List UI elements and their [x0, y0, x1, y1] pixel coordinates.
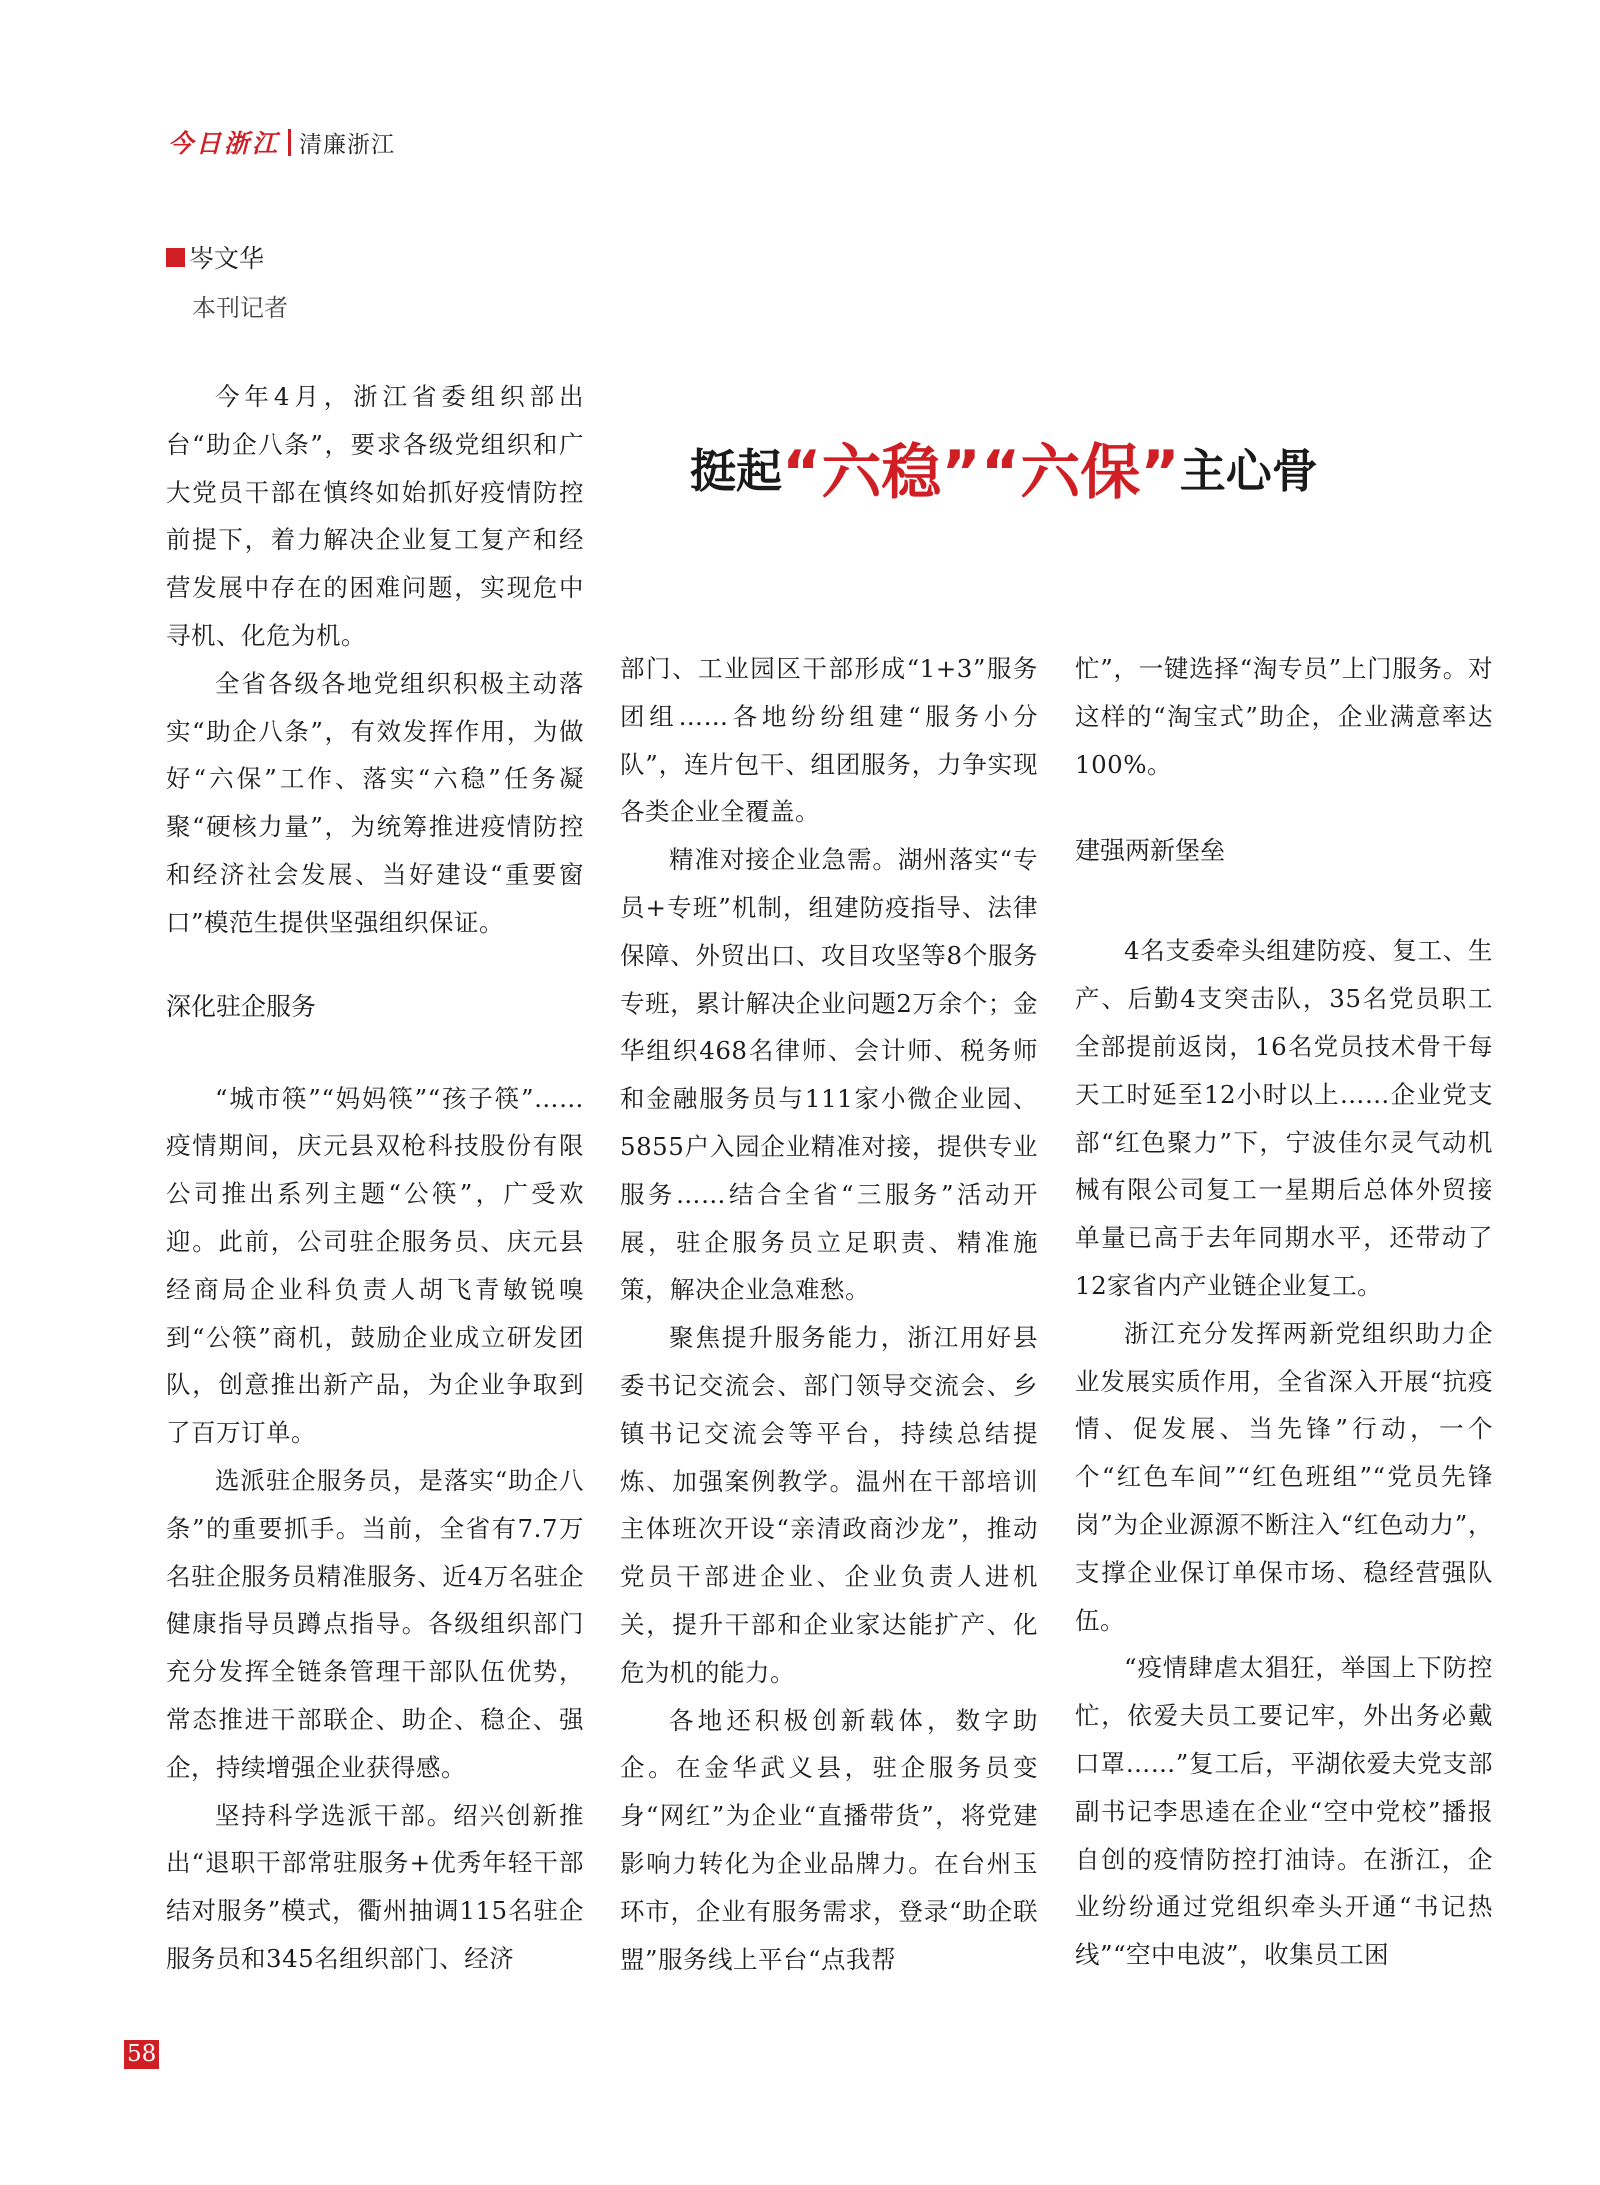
section-heading: 建强两新堡垒 — [1075, 836, 1226, 866]
paragraph: 精准对接企业急需。湖州落实“专员+专班”机制，组建防疫指导、法律保障、外贸出口、攻目攻坚等8个服务专班，累计解决企业问题2万余个；金华组织468名律师、会计师、税务师和金融服务员与111家小微企业园、5855户入园企业精准对接，提供专业服务……结合全省“三服务”活动开展，驻企服务员立足职责、精准施策，解决企业急难愁。 — [620, 845, 1038, 1305]
paragraph: 坚持科学选派干部。绍兴创新推出“退职干部常驻服务+优秀年轻干部结对服务”模式，衢州抽调115名驻企服务员和345名组织部门、经济 — [166, 1800, 584, 1973]
masthead-divider — [288, 129, 291, 156]
paragraph: 今年4月，浙江省委组织部出台“助企八条”，要求各级党组织和广大党员干部在慎终如始抓好疫情防控前提下，着力解决企业复工复产和经营发展中存在的困难问题，实现危中寻机、化危为机。 — [166, 382, 584, 650]
paragraph: 全省各级各地党组织积极主动落实“助企八条”，有效发挥作用，为做好“六保”工作、落实“六稳”任务凝聚“硬核力量”，为统筹推进疫情防控和经济社会发展、当好建设“重要窗口”模范生提供坚强组织保证。 — [166, 668, 584, 937]
section-heading: 深化驻企服务 — [166, 991, 317, 1021]
masthead — [168, 122, 395, 162]
paragraph-continued: 忙”，一键选择“淘专员”上门服务。对这样的“淘宝式”助企，企业满意率达100%。 — [1075, 654, 1493, 779]
paragraph: 聚焦提升服务能力，浙江用好县委书记交流会、部门领导交流会、乡镇书记交流会等平台，持续总结提炼、加强案例教学。温州在干部培训主体班次开设“亲清政商沙龙”，推动党员干部进企业、企业负责人进机关，提升干部和企业家达能扩产、化危为机的能力。 — [620, 1323, 1038, 1687]
paragraph: “城市筷”“妈妈筷”“孩子筷”……疫情期间，庆元县双枪科技股份有限公司推出系列主题“公筷”，广受欢迎。此前，公司驻企服务员、庆元县经商局企业科负责人胡飞青敏锐嗅到“公筷”商机，鼓励企业成立研发团队，创意推出新产品，为企业争取到了百万订单。 — [166, 1083, 584, 1448]
brand-logo: 今日浙江 — [168, 129, 281, 158]
article-column-1 — [166, 373, 584, 1983]
column-name: 清廉浙江 — [299, 131, 396, 158]
paragraph: 各地还积极创新载体，数字助企。在金华武义县，驻企服务员变身“网红”为企业“直播带货”，将党建影响力转化为企业品牌力。在台州玉环市，企业有服务需求，登录“助企联盟”服务线上平台“点我帮 — [620, 1705, 1038, 1974]
byline — [166, 239, 288, 323]
paragraph: 选派驻企服务员，是落实“助企八条”的重要抓手。当前，全省有7.7万名驻企服务员精准服务、近4万名驻企健康指导员蹲点指导。各级组织部门充分发挥全链条管理干部队伍优势，常态推进干部联企、助企、稳企、强企，持续增强企业获得感。 — [166, 1465, 584, 1782]
author-name: 岑文华 — [189, 244, 265, 273]
paragraph-continued: 部门、工业园区干部形成“1+3”服务团组……各地纷纷组建“服务小分队”，连片包干、组团服务，力争实现各类企业全覆盖。 — [620, 654, 1038, 827]
title-part-2: “六稳” — [782, 438, 981, 508]
title-part-1: 挺起 — [690, 444, 782, 498]
title-part-3: “六保” — [980, 438, 1180, 508]
article-title — [690, 425, 1440, 511]
title-part-4: 主心骨 — [1179, 444, 1318, 498]
paragraph: 浙江充分发挥两新党组织助力企业发展实质作用，全省深入开展“抗疫情、促发展、当先锋”行动，一个个“红色车间”“红色班组”“党员先锋岗”为企业源源不断注入“红色动力”，支撑企业保订单保市场、稳经营强队伍。 — [1075, 1318, 1493, 1635]
article-column-2 — [620, 645, 1038, 1983]
red-square-icon — [166, 248, 185, 267]
article-column-3 — [1075, 645, 1493, 1979]
byline-author-row — [166, 239, 288, 275]
paragraph: 4名支委牵头组建防疫、复工、生产、后勤4支突击队，35名党员职工全部提前返岗，16名党员技术骨干每天工时延至12小时以上……企业党支部“红色聚力”下，宁波佳尔灵气动机械有限公司复工一星期后总体外贸接单量已高于去年同期水平，还带动了12家省内产业链企业复工。 — [1075, 936, 1493, 1300]
page-number: 58 — [124, 2040, 159, 2069]
author-role: 本刊记者 — [192, 294, 288, 322]
paragraph: “疫情肆虐太猖狂，举国上下防控忙，依爱夫员工要记牢，外出务必戴口罩……”复工后，平湖依爱夫党支部副书记李思逵在企业“空中党校”播报自创的疫情防控打油诗。在浙江，企业纷纷通过党组织牵头开通“书记热线”“空中电波”，收集员工困 — [1075, 1653, 1493, 1970]
